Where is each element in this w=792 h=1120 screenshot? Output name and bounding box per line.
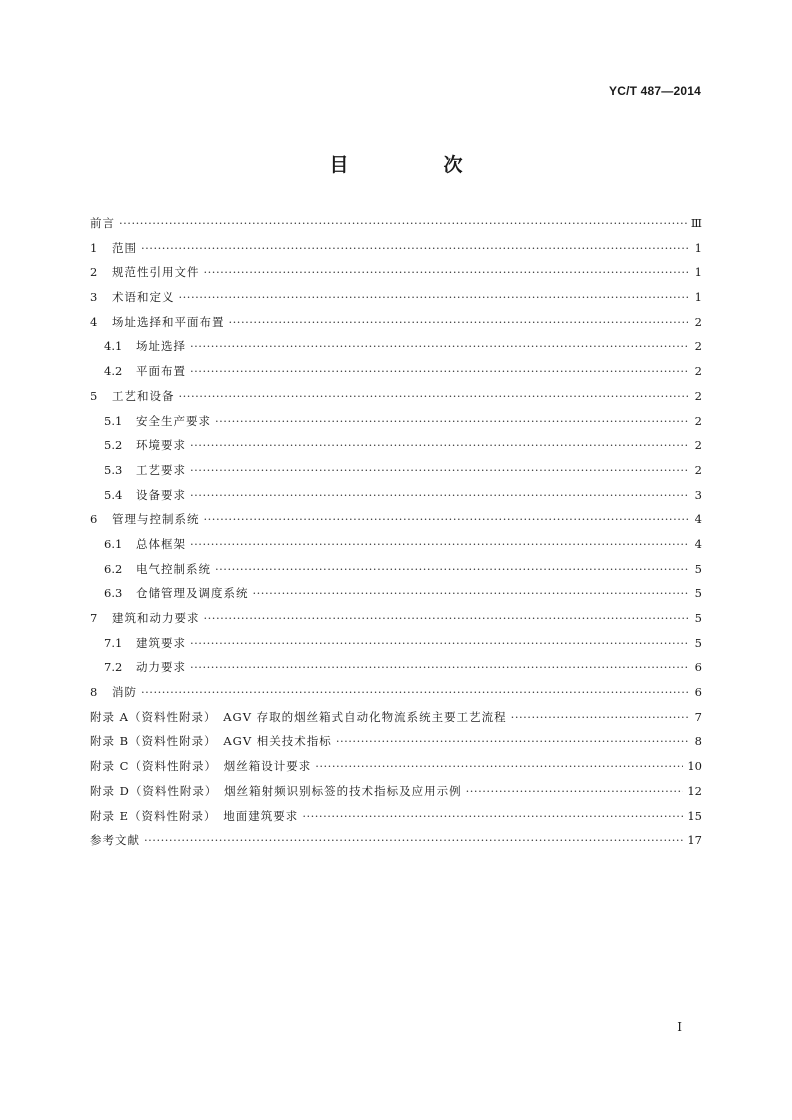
toc-entry-page: 1: [694, 240, 702, 255]
toc-entry[interactable]: [90, 364, 702, 379]
toc-entry-number: 6.3: [104, 586, 123, 601]
toc-leader-dots: [141, 241, 688, 256]
toc-entry-number: 7: [90, 611, 98, 625]
toc-entry[interactable]: [90, 710, 702, 725]
toc-entry-number: 5.4: [104, 487, 123, 502]
toc-entry-number: 7.2: [104, 660, 123, 675]
toc-entry-number: 7.1: [104, 635, 123, 650]
toc-entry-page: 5: [694, 561, 702, 576]
toc-entry-page: 5: [694, 611, 702, 625]
toc-entry[interactable]: [90, 759, 702, 774]
toc-entry-number: 2: [90, 265, 98, 280]
toc-entry-label: 工艺和设备: [112, 388, 175, 403]
toc-entry[interactable]: [90, 463, 702, 478]
toc-entry-page: 1: [694, 265, 702, 280]
page-title: 目 次: [329, 154, 501, 176]
toc-leader-dots: [190, 537, 688, 552]
toc-entry-number: 5: [90, 388, 98, 403]
toc-entry[interactable]: [90, 488, 702, 503]
toc-leader-dots: [302, 809, 683, 824]
toc-leader-dots: [336, 734, 688, 749]
toc-entry-label: 场址选择和平面布置: [112, 314, 225, 329]
toc-entry[interactable]: [90, 586, 702, 601]
toc-entry[interactable]: [90, 339, 702, 354]
toc-entry-number: 1: [90, 240, 98, 255]
toc-leader-dots: [179, 389, 689, 404]
toc-entry[interactable]: [90, 537, 702, 552]
toc-entry-label: 电气控制系统: [136, 561, 211, 576]
toc-leader-dots: [204, 265, 689, 280]
page-number: I: [677, 1020, 682, 1034]
toc-leader-dots: [119, 216, 687, 231]
toc-entry-label: 建筑要求: [136, 635, 186, 650]
toc-entry-page: Ⅲ: [690, 216, 702, 230]
toc-entry-label: 环境要求: [136, 438, 186, 453]
toc-entry[interactable]: [90, 414, 702, 429]
toc-entry-page: 7: [694, 709, 702, 724]
toc-entry-label: 消防: [112, 685, 137, 700]
toc-entry-label: 附录 E（资料性附录） 地面建筑要求: [90, 808, 299, 823]
toc-entry[interactable]: [90, 636, 702, 651]
toc-leader-dots: [466, 784, 684, 799]
toc-entry-page: 2: [694, 462, 702, 477]
toc-leader-dots: [190, 660, 688, 675]
toc-leader-dots: [190, 463, 688, 478]
toc-entry-page: 6: [694, 660, 702, 675]
toc-entry-number: 4.1: [104, 339, 123, 354]
toc-entry-page: 4: [694, 512, 702, 527]
toc-entry-page: 2: [694, 388, 702, 403]
toc-entry[interactable]: [90, 809, 702, 824]
toc-entry[interactable]: [90, 315, 702, 330]
toc-entry[interactable]: [90, 241, 702, 256]
toc-entry-label: 总体框架: [136, 536, 186, 551]
toc-entry-page: 3: [694, 487, 702, 502]
toc-entry-label: 仓储管理及调度系统: [136, 586, 249, 601]
toc-leader-dots: [190, 438, 688, 453]
toc-entry-page: 2: [694, 364, 702, 379]
toc-entry-label: 工艺要求: [136, 462, 186, 477]
toc-entry-page: 5: [694, 635, 702, 650]
toc-entry-page: 12: [687, 783, 702, 798]
toc-leader-dots: [190, 488, 688, 503]
toc-entry-page: 15: [687, 808, 702, 823]
toc-entry-page: 1: [694, 290, 702, 305]
toc-entry-label: 附录 B（资料性附录） AGV 相关技术指标: [90, 734, 332, 749]
toc-entry-page: 2: [694, 438, 702, 453]
toc-entry-label: 建筑和动力要求: [112, 611, 200, 625]
toc-entry-label: 范围: [112, 240, 137, 255]
toc-leader-dots: [190, 636, 688, 651]
toc-entry[interactable]: [90, 833, 702, 848]
toc-entry[interactable]: [90, 389, 702, 404]
toc-entry-page: 8: [694, 734, 702, 749]
toc-entry-number: 4.2: [104, 364, 123, 379]
toc-entry-label: 安全生产要求: [136, 413, 211, 428]
toc-entry-label: 设备要求: [136, 487, 186, 502]
table-of-contents: [90, 216, 702, 858]
toc-entry-label: 附录 C（资料性附录） 烟丝箱设计要求: [90, 759, 312, 774]
toc-entry-label: 术语和定义: [112, 290, 175, 305]
toc-leader-dots: [179, 290, 689, 305]
toc-entry-page: 10: [687, 759, 702, 774]
toc-entry[interactable]: [90, 290, 702, 305]
toc-leader-dots: [204, 512, 689, 527]
toc-entry-label: 管理与控制系统: [112, 512, 200, 527]
toc-entry-number: 5.1: [104, 413, 123, 428]
toc-leader-dots: [215, 562, 688, 577]
toc-entry-label: 平面布置: [136, 364, 186, 379]
toc-entry-label: 参考文献: [90, 833, 140, 848]
toc-entry-page: 5: [694, 586, 702, 601]
toc-entry[interactable]: [90, 685, 702, 700]
toc-entry-page: 17: [687, 833, 702, 848]
toc-leader-dots: [229, 315, 689, 330]
toc-entry-label: 场址选择: [136, 339, 186, 354]
toc-entry[interactable]: [90, 660, 702, 675]
toc-leader-dots: [215, 414, 688, 429]
toc-leader-dots: [190, 339, 688, 354]
toc-entry-page: 2: [694, 314, 702, 329]
toc-entry-label: 附录 D（资料性附录） 烟丝箱射频识别标签的技术指标及应用示例: [90, 783, 462, 798]
toc-entry-label: 规范性引用文件: [112, 265, 200, 280]
toc-leader-dots: [141, 685, 688, 700]
toc-entry[interactable]: [90, 734, 702, 749]
toc-entry-number: 8: [90, 685, 98, 700]
toc-leader-dots: [315, 759, 683, 774]
toc-entry-number: 3: [90, 290, 98, 305]
toc-entry[interactable]: [90, 512, 702, 527]
toc-leader-dots: [144, 833, 683, 848]
toc-entry-page: 2: [694, 339, 702, 354]
toc-entry-page: 2: [694, 413, 702, 428]
toc-entry-page: 6: [694, 685, 702, 700]
toc-entry-number: 6.2: [104, 561, 123, 576]
toc-entry-number: 5.3: [104, 462, 123, 477]
toc-leader-dots: [190, 364, 688, 379]
toc-entry-number: 6.1: [104, 536, 123, 551]
toc-entry[interactable]: [90, 438, 702, 453]
toc-entry-number: 5.2: [104, 438, 123, 453]
toc-entry-page: 4: [694, 536, 702, 551]
toc-entry[interactable]: [90, 611, 702, 626]
toc-entry[interactable]: [90, 265, 702, 280]
toc-leader-dots: [253, 586, 689, 601]
toc-entry-label: 前言: [90, 216, 115, 230]
toc-leader-dots: [204, 611, 689, 626]
toc-leader-dots: [511, 710, 688, 725]
toc-entry-number: 4: [90, 314, 98, 329]
toc-entry[interactable]: [90, 562, 702, 577]
toc-entry-label: 附录 A（资料性附录） AGV 存取的烟丝箱式自动化物流系统主要工艺流程: [90, 709, 507, 724]
standard-code: YC/T 487—2014: [609, 84, 701, 98]
toc-entry[interactable]: [90, 784, 702, 799]
toc-entry-number: 6: [90, 512, 98, 527]
toc-entry-label: 动力要求: [136, 660, 186, 675]
toc-entry[interactable]: [90, 216, 702, 231]
